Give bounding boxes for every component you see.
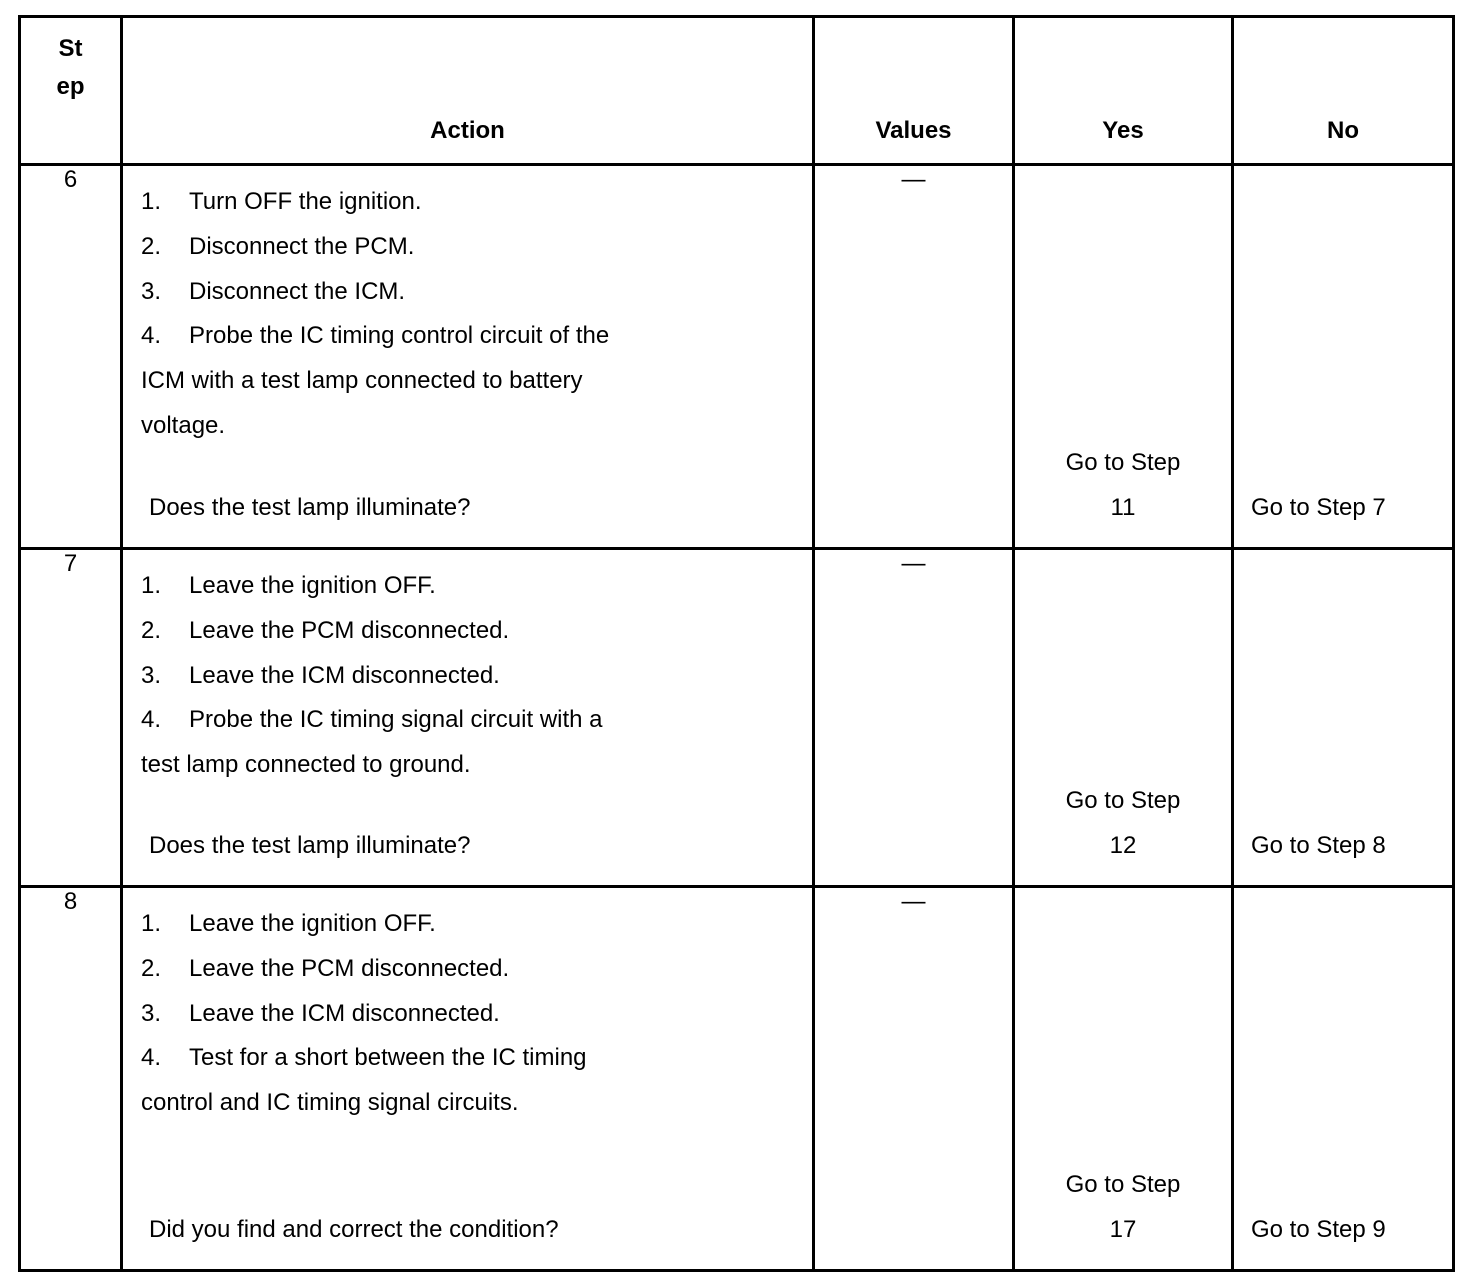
yes-goto-step: 11 <box>1110 494 1136 522</box>
action-item-number: 2. <box>141 616 162 644</box>
action-item-text: Disconnect the PCM. <box>189 232 415 260</box>
action-item <box>141 270 812 315</box>
action-item-text: Turn OFF the ignition. <box>189 188 422 215</box>
action-question: Did you find and correct the condition? <box>149 1216 559 1244</box>
action-item <box>141 992 812 1037</box>
action-continuation: test lamp connected to ground. <box>141 751 471 779</box>
yes-cell <box>1014 887 1233 1271</box>
yes-goto-step: 12 <box>1109 832 1137 860</box>
action-item-number: 3. <box>141 661 162 689</box>
values-cell <box>814 887 1014 1271</box>
table-row-step-8 <box>20 887 1454 1271</box>
action-item-text: Leave the ignition OFF. <box>189 910 436 937</box>
action-item-text: Leave the PCM disconnected. <box>189 954 510 982</box>
action-item-text: Leave the ICM disconnected. <box>189 661 500 689</box>
yes-goto-step: 17 <box>1109 1216 1137 1244</box>
action-item-text: Leave the ignition OFF. <box>189 572 436 599</box>
value-dash: — <box>901 550 926 577</box>
action-item-number: 4. <box>141 706 162 734</box>
action-item <box>141 654 812 699</box>
no-cell <box>1233 549 1454 887</box>
action-cell <box>122 165 814 549</box>
table-row-step-7 <box>20 549 1454 887</box>
header-values-label: Values <box>875 117 952 144</box>
no-cell <box>1233 887 1454 1271</box>
action-continuation: ICM with a test lamp connected to battery <box>141 367 583 395</box>
action-item <box>141 1036 812 1081</box>
action-item <box>141 314 812 359</box>
diagnostic-table <box>18 15 1455 1272</box>
action-item-text: Leave the PCM disconnected. <box>189 616 510 644</box>
no-goto: Go to Step 7 <box>1251 494 1386 522</box>
header-action-label: Action <box>430 117 505 144</box>
yes-goto-label: Go to Step <box>1065 787 1181 815</box>
action-continuation: voltage. <box>141 411 226 439</box>
action-continuation: control and IC timing signal circuits. <box>141 1089 519 1117</box>
header-yes <box>1014 17 1233 165</box>
action-item-text: Test for a short between the IC timing <box>189 1044 587 1072</box>
no-goto: Go to Step 8 <box>1251 832 1386 860</box>
action-item-text: Disconnect the ICM. <box>189 277 406 305</box>
header-step-line1: St <box>58 35 83 62</box>
yes-cell <box>1014 165 1233 549</box>
no-cell <box>1233 165 1454 549</box>
value-dash: — <box>901 888 926 915</box>
action-item-number: 1. <box>141 188 162 215</box>
header-yes-label: Yes <box>1102 117 1144 144</box>
header-no <box>1233 17 1454 165</box>
action-item <box>141 902 812 947</box>
header-step <box>20 17 122 165</box>
step-number: 8 <box>20 887 122 1271</box>
action-item <box>141 180 812 225</box>
action-item-number: 3. <box>141 999 162 1027</box>
action-question: Does the test lamp illuminate? <box>149 832 471 860</box>
action-item <box>141 225 812 270</box>
no-goto: Go to Step 9 <box>1251 1216 1386 1244</box>
action-item <box>141 609 812 654</box>
yes-goto-label: Go to Step <box>1065 449 1181 477</box>
action-item <box>141 698 812 743</box>
value-dash: — <box>901 166 926 193</box>
action-cell <box>122 549 814 887</box>
step-number: 7 <box>20 549 122 887</box>
action-question: Does the test lamp illuminate? <box>149 494 471 522</box>
action-item-number: 4. <box>141 1044 162 1072</box>
header-step-line2: ep <box>56 73 85 100</box>
header-action <box>122 17 814 165</box>
yes-cell <box>1014 549 1233 887</box>
table-row-step-6 <box>20 165 1454 549</box>
step-number: 6 <box>20 165 122 549</box>
header-values <box>814 17 1014 165</box>
action-item-text: Probe the IC timing control circuit of the <box>189 322 610 350</box>
action-item-number: 2. <box>141 232 162 260</box>
action-item-number: 1. <box>141 910 162 937</box>
action-item-text: Leave the ICM disconnected. <box>189 999 500 1027</box>
action-item-number: 4. <box>141 322 162 350</box>
header-no-label: No <box>1327 117 1359 144</box>
action-item <box>141 947 812 992</box>
action-cell <box>122 887 814 1271</box>
header-row <box>20 17 1454 165</box>
values-cell <box>814 165 1014 549</box>
action-item-number: 2. <box>141 954 162 982</box>
action-item-number: 1. <box>141 572 162 599</box>
values-cell <box>814 549 1014 887</box>
yes-goto-label: Go to Step <box>1065 1171 1181 1199</box>
action-item <box>141 564 812 609</box>
action-item-text: Probe the IC timing signal circuit with a <box>189 706 603 734</box>
action-item-number: 3. <box>141 277 162 305</box>
